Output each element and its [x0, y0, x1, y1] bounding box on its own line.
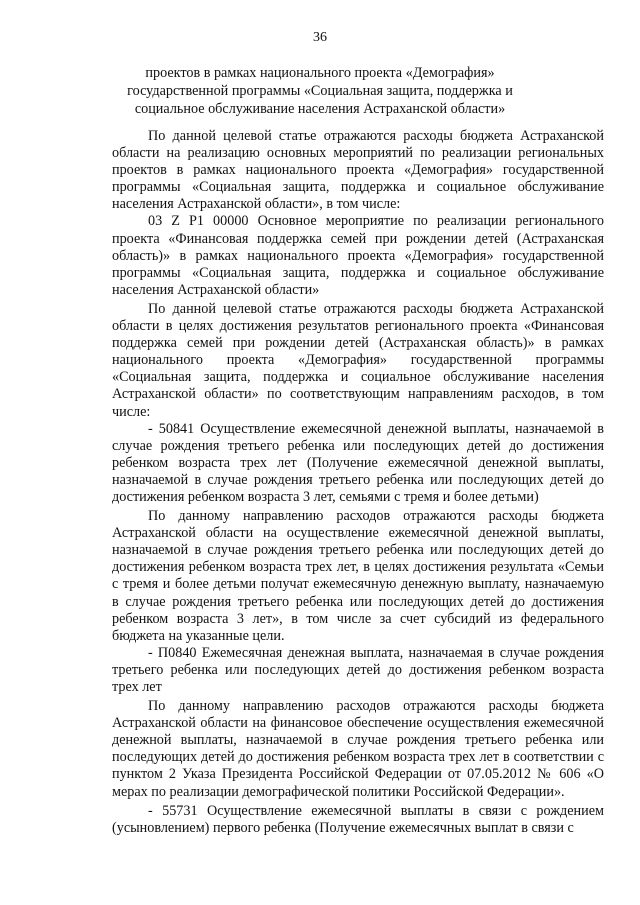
- paragraph-item-p0840-description: По данному направлению расходов отражаются расходы бюджета Астраханской области на финансовое обеспечение осуществления ежемесячной денежной выплаты, назначаемой в случае рождения третьего ребенка или последующих детей до достижения ребенком возраста трех лет в соответствии с пунктом 2 Указа Президента Российской Федерации от 07.05.2012 № 606 «О мерах по реализации демографической политики Российской Федерации».: [112, 698, 604, 800]
- paragraph-item-50841-description: По данному направлению расходов отражаются расходы бюджета Астраханской области на осуществление ежемесячной денежной выплаты, назначаемой в случае рождения третьего ребенка или последующих детей до достижения ребенком возраста трех лет, в целях достижения результата «Семьи с тремя и более детьми получат ежемесячную денежную выплату, назначаемую в случае рождения третьего ребенка или последующих детей до достижения ребенком возраста 3 лет», в том числе за счет субсидий из федерального бюджета на указанные цели.: [112, 508, 604, 644]
- body-text: [112, 128, 604, 837]
- paragraph-item-p0840: - П0840 Ежемесячная денежная выплата, назначаемая в случае рождения третьего ребенка или последующих детей до достижения ребенком возраста трех лет: [112, 644, 604, 695]
- paragraph-item-55731: - 55731 Осуществление ежемесячной выплаты в связи с рождением (усыновлением) первого ребенка (Получение ежемесячных выплат в связи с: [112, 802, 604, 836]
- section-heading: проектов в рамках национального проекта «Демография» государственной программы «Социальная защита, поддержка и социальное обслуживание населения Астраханской области»: [127, 65, 513, 117]
- paragraph-intro: По данной целевой статье отражаются расходы бюджета Астраханской области на реализацию основных мероприятий по реализации региональных проектов в рамках национального проекта «Демография» государственной программы «Социальная защита, поддержка и социальное обслуживание населения Астраханской области», в том числе:: [112, 128, 604, 213]
- paragraph-target-description: По данной целевой статье отражаются расходы бюджета Астраханской области в целях достижения результатов регионального проекта «Финансовая поддержка семей при рождении детей (Астраханская область)» в рамках национального проекта «Демография» государственной программы «Социальная защита, поддержка и социальное обслуживание населения Астраханской области» по соответствующим направлениям расходов, в том числе:: [112, 300, 604, 420]
- paragraph-item-50841: - 50841 Осуществление ежемесячной денежной выплаты, назначаемой в случае рождения третьего ребенка или последующих детей до достижения ребенком возраста трех лет (Получение ежемесячной денежной выплаты, назначаемой в случае рождения третьего ребенка или последующих детей до достижения ребенком возраста 3 лет, семьями с тремя и более детьми): [112, 420, 604, 505]
- page-number: 36: [313, 30, 327, 45]
- paragraph-main-activity: 03 Z P1 00000 Основное мероприятие по реализации регионального проекта «Финансовая поддержка семей при рождении детей (Астраханская область)» в рамках национального проекта «Демография» государственной программы «Социальная защита, поддержка и социальное обслуживание населения Астраханской области»: [112, 213, 604, 298]
